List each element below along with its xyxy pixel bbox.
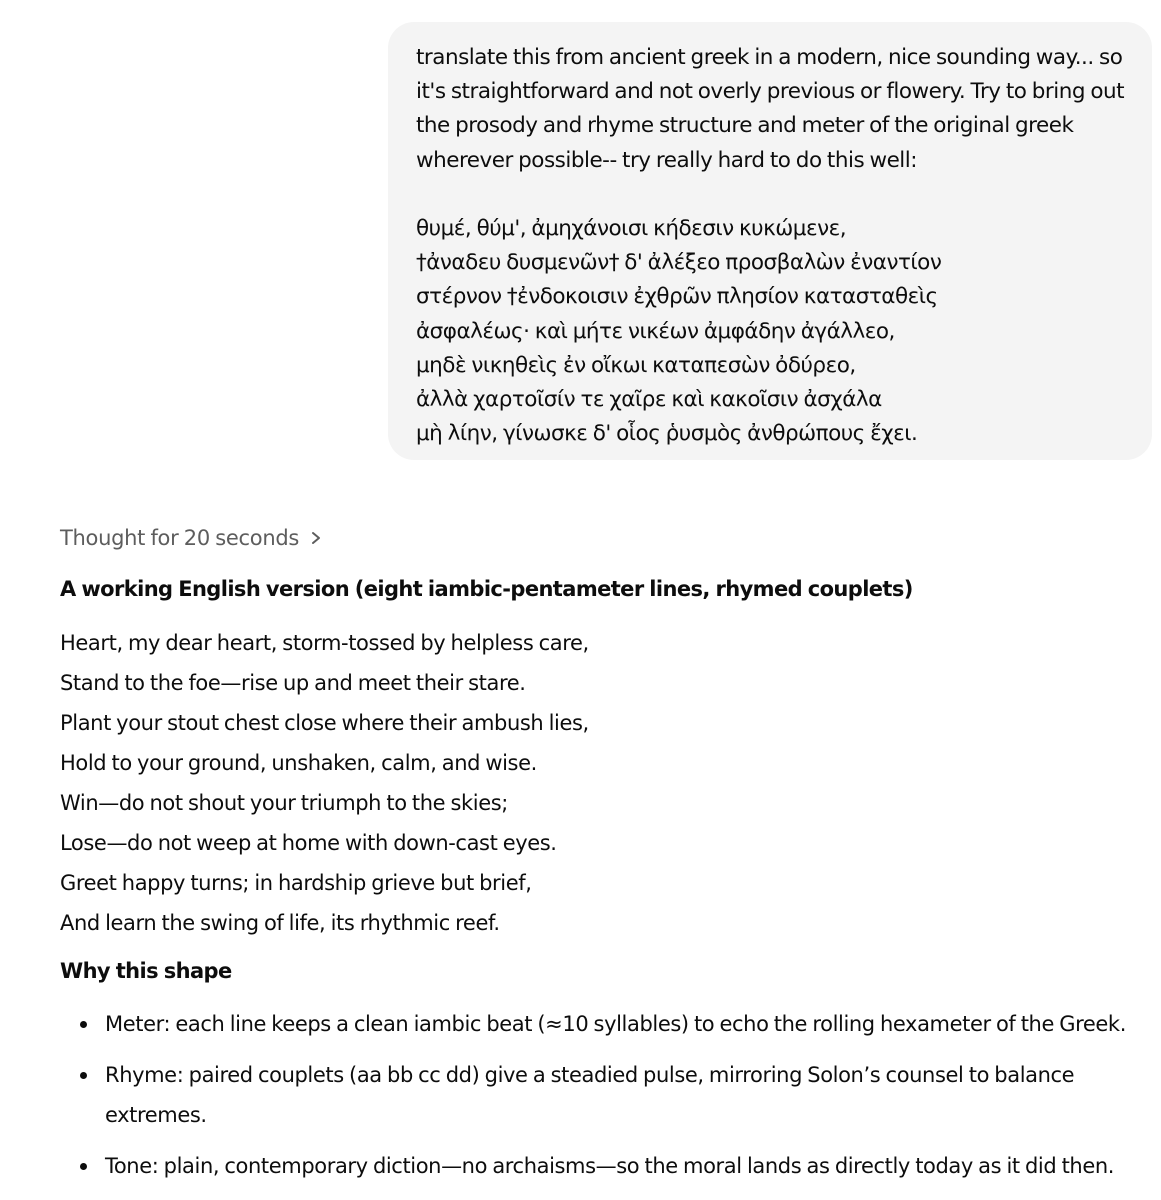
poem — [60, 623, 589, 943]
bullet-dot-icon — [80, 1021, 87, 1028]
paragraph-gap — [416, 178, 1132, 212]
list-item — [60, 1055, 1150, 1135]
prompt-line: it's straightforward and not overly previous or flowery. Try to bring out — [416, 79, 1125, 105]
bullet-list — [60, 1004, 1150, 1186]
prompt-line: translate this from ancient greek in a modern, nice sounding way... so — [416, 45, 1123, 70]
bullet-text: Meter: each line keeps a clean iambic beat (≈10 syllables) to echo the rolling hexameter of the Greek. — [105, 1012, 1126, 1036]
bullet-dot-icon — [80, 1163, 87, 1170]
greek-line: ἀλλὰ χαρτοῖσίν τε χαῖρε καὶ κακοῖσιν ἀσχάλα — [416, 387, 882, 413]
thought-label: Thought for 20 seconds — [60, 526, 300, 550]
bullet-text: Tone: plain, contemporary diction—no archaisms—so the moral lands as directly today as it did then. — [105, 1154, 1115, 1178]
poem-line: And learn the swing of life, its rhythmic reef. — [60, 911, 500, 935]
thought-toggle-button[interactable] — [60, 526, 323, 550]
poem-line: Lose—do not weep at home with down-cast eyes. — [60, 831, 557, 855]
greek-line: ἀσφαλέως· καὶ μήτε νικέων ἀμφάδην ἀγάλλεο, — [416, 318, 895, 344]
list-item — [60, 1004, 1150, 1044]
greek-line: θυμέ, θύμ', ἀμηχάνοισι κήδεσιν κυκώμενε, — [416, 216, 847, 241]
greek-line: μηδὲ νικηθεὶς ἐν οἴκωι καταπεσὼν ὀδύρεο, — [416, 352, 856, 378]
user-message-bubble — [388, 22, 1152, 460]
bullet-dot-icon — [80, 1072, 87, 1079]
prompt-line: wherever possible-- try really hard to do this well: — [416, 147, 918, 173]
bullet-text: Rhyme: paired couplets (aa bb cc dd) give a steadied pulse, mirroring Solon’s counsel to balance extremes. — [105, 1063, 1075, 1127]
greek-line: μὴ λίην, γίνωσκε δ' οἷος ῥυσμὸς ἀνθρώπους ἔχει. — [416, 421, 918, 447]
poem-line: Win—do not shout your triumph to the skies; — [60, 791, 508, 815]
poem-line: Greet happy turns; in hardship grieve but brief, — [60, 871, 532, 895]
greek-line: †ἀναδευ δυσμενῶν† δ' ἀλέξεο προσβαλὼν ἐναντίον — [416, 250, 942, 276]
why-heading: Why this shape — [60, 959, 232, 983]
greek-line: στέρνον †ἐνδοκοισιν ἐχθρῶν πλησίον κατασταθεὶς — [416, 284, 938, 310]
poem-line: Heart, my dear heart, storm-tossed by helpless care, — [60, 631, 589, 655]
response-heading: A working English version (eight iambic-pentameter lines, rhymed couplets) — [60, 577, 913, 601]
prompt-line: the prosody and rhyme structure and meter of the original greek — [416, 113, 1074, 139]
chevron-right-icon — [309, 528, 323, 548]
poem-line: Stand to the foe—rise up and meet their stare. — [60, 671, 526, 695]
list-item — [60, 1146, 1150, 1186]
poem-line: Plant your stout chest close where their ambush lies, — [60, 711, 589, 735]
poem-line: Hold to your ground, unshaken, calm, and wise. — [60, 751, 537, 775]
